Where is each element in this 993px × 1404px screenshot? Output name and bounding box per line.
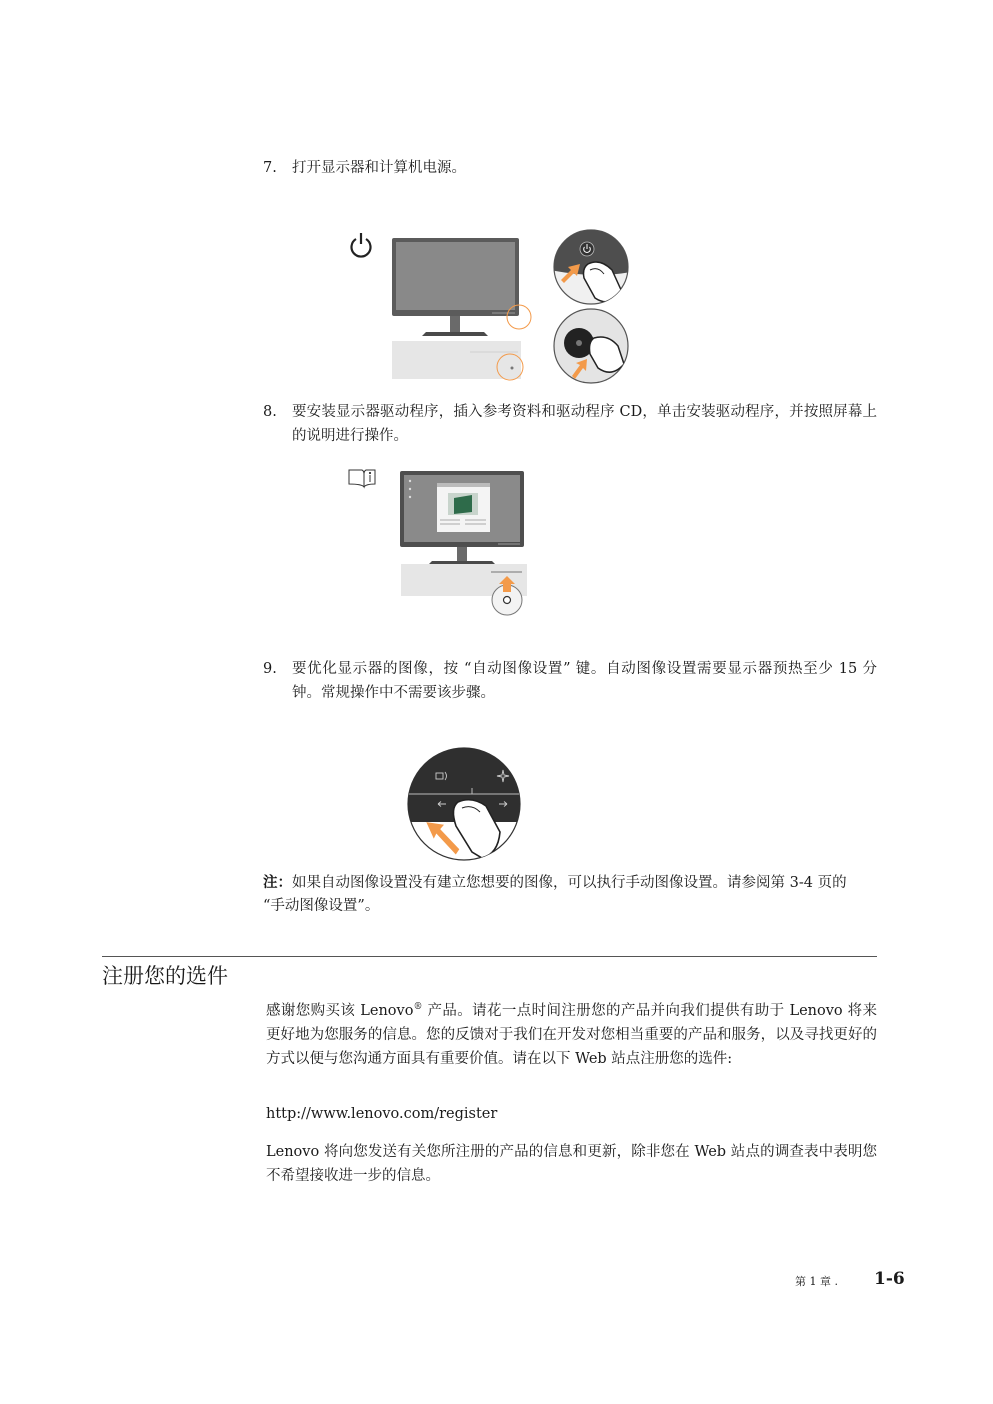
computer-button-zoom-icon xyxy=(554,309,628,383)
registered-mark: ® xyxy=(413,1002,423,1012)
registration-intro-start: 感谢您购买该 Lenovo xyxy=(266,1002,414,1019)
step-8 xyxy=(263,400,883,448)
step-number: 7. xyxy=(263,160,277,176)
registration-note: Lenovo 将向您发送有关您所注册的产品的信息和更新，除非您在 Web 站点的调查表中表明您不希望接收进一步的信息。 xyxy=(266,1144,877,1184)
footer-page-number: 1-6 xyxy=(874,1269,905,1289)
monitor-icon xyxy=(392,238,519,336)
registration-intro xyxy=(266,995,877,1071)
power-on-illustration xyxy=(340,222,640,387)
note-text: 如果自动图像设置没有建立您想要的图像，可以执行手动图像设置。请参阅第 3-4 页的 “手动图像设置”。 xyxy=(263,875,847,914)
step-text: 打开显示器和计算机电源。 xyxy=(292,160,466,176)
step-7 xyxy=(263,156,883,180)
note-label: 注： xyxy=(263,874,292,891)
section-title: 注册您的选件 xyxy=(102,964,228,988)
section-divider xyxy=(102,956,877,957)
power-button-zoom-icon xyxy=(550,222,640,304)
power-icon xyxy=(352,233,371,257)
step-text: 要优化显示器的图像，按 “自动图像设置” 键。自动图像设置需要显示器预热至少 15 分钟。常规操作中不需要该步骤。 xyxy=(292,661,877,701)
desktop-computer-icon xyxy=(392,341,521,379)
book-info-icon xyxy=(349,470,375,487)
register-url[interactable]: http://www.lenovo.com/register xyxy=(266,1106,498,1122)
note xyxy=(263,871,873,918)
monitor-icon xyxy=(400,471,524,565)
step-text: 要安装显示器驱动程序，插入参考资料和驱动程序 CD，单击安装驱动程序，并按照屏幕上的说明进行操作。 xyxy=(292,404,877,444)
step-number: 9. xyxy=(263,661,277,677)
footer-chapter: 第 1 章 . xyxy=(795,1275,838,1288)
auto-setup-key-illustration xyxy=(400,746,530,862)
step-number: 8. xyxy=(263,404,277,420)
step-9 xyxy=(263,657,883,705)
registration-intro-rest: 产品。请花一点时间注册您的产品并向我们提供有助于 Lenovo 将来更好地为您服务的信息。您的反馈对于我们在开发对您相当重要的产品和服务，以及寻找更好的方式以便与您沟通方面具有重要价值。请在以下 Web 站点注册您的选件: xyxy=(266,1002,878,1067)
driver-install-illustration xyxy=(340,462,540,617)
